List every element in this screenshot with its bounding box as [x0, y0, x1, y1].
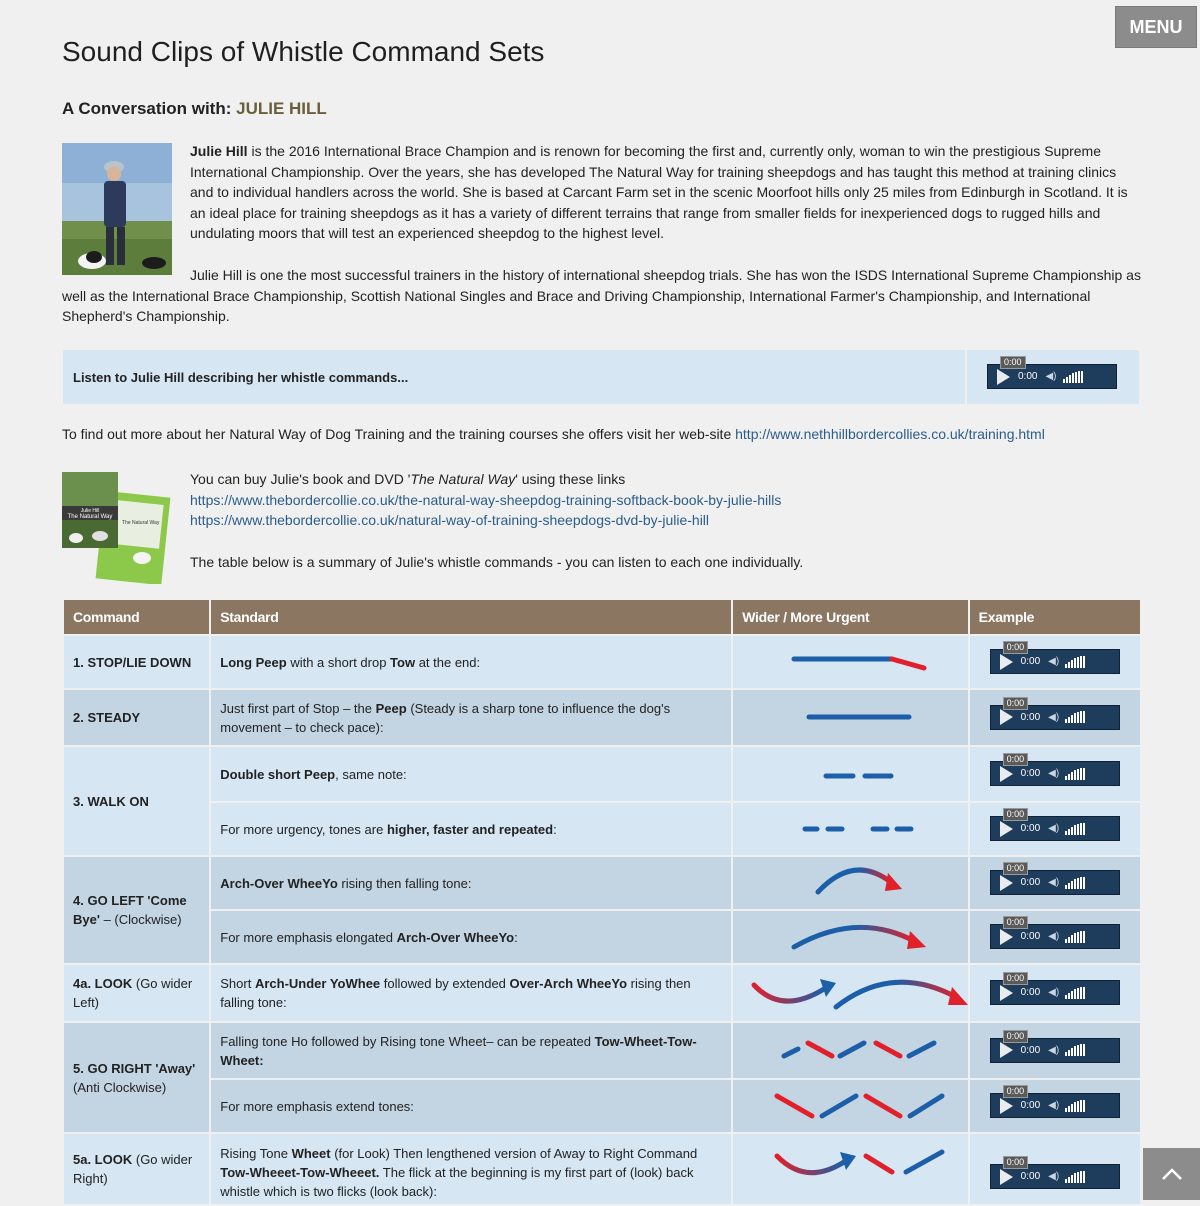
play-icon[interactable] — [1000, 709, 1013, 725]
example-cell — [970, 911, 1140, 963]
volume-slider[interactable] — [1065, 987, 1085, 999]
volume-slider[interactable] — [1065, 656, 1085, 668]
standard-cell — [211, 1023, 731, 1078]
play-icon[interactable] — [1000, 1098, 1013, 1114]
time-tooltip: 0:00 — [1003, 1156, 1029, 1169]
audio-player[interactable] — [990, 642, 1120, 674]
standard-text: Falling tone Ho followed by Rising tone Wheet– can be repeated — [220, 1033, 595, 1049]
whistle-diagram — [733, 911, 967, 963]
book-dvd-image — [62, 472, 172, 584]
play-icon[interactable] — [1000, 821, 1013, 837]
standard-text: (for Look) Then lengthened version of Away to Right Command — [330, 1146, 698, 1161]
command-cell — [64, 1023, 209, 1132]
page-title: Sound Clips of Whistle Command Sets — [62, 36, 545, 67]
whistle-diagram — [733, 1080, 967, 1132]
table-header-row — [64, 600, 1140, 634]
standard-text: The flick at the beginning is my first part of (look) back whistle which is two flicks (look back): — [220, 1165, 694, 1199]
standard-text: For more emphasis extend tones: — [220, 1098, 414, 1114]
buy-title: The Natural Way — [410, 471, 516, 487]
table-row — [64, 857, 1140, 909]
time-display: 0:00 — [1020, 1100, 1041, 1111]
command-name: 3. WALK ON — [73, 793, 149, 809]
time-display: 0:00 — [1018, 371, 1038, 382]
audio-player[interactable] — [990, 917, 1120, 949]
command-cell — [64, 965, 209, 1021]
listen-intro-player-cell — [967, 350, 1139, 404]
standard-bold-text: Peep — [375, 700, 407, 716]
conversation-heading — [62, 99, 327, 119]
time-display: 0:00 — [1020, 1044, 1041, 1056]
standard-bold-text: Long Peep — [220, 654, 287, 670]
play-icon[interactable] — [1000, 985, 1013, 1001]
play-icon[interactable] — [1000, 929, 1013, 945]
header-command: Command — [64, 600, 209, 634]
time-display: 0:00 — [1020, 931, 1041, 942]
play-icon[interactable] — [1000, 1169, 1013, 1185]
time-tooltip: 0:00 — [1003, 808, 1029, 821]
audio-player[interactable] — [990, 863, 1120, 895]
standard-bold-text: Tow-Wheeet-Tow-Wheeet. — [220, 1165, 380, 1180]
standard-bold-text: Wheet — [291, 1146, 331, 1161]
book-front-cover-title: The Natural Way — [67, 514, 113, 520]
whistle-diagram — [733, 1134, 967, 1204]
table-summary-text: The table below is a summary of Julie's whistle commands - you can listen to each one individually. — [190, 554, 804, 570]
buy-suffix: ' using these links — [515, 471, 626, 487]
header-standard: Standard — [211, 600, 731, 634]
audio-player[interactable] — [990, 697, 1120, 730]
time-tooltip: 0:00 — [1000, 356, 1026, 369]
command-note: (Go wider Left) — [73, 976, 193, 1010]
table-row — [64, 803, 1140, 855]
listen-intro-text: Listen to Julie Hill describing her whistle commands... — [63, 350, 965, 404]
whistle-diagram — [733, 690, 967, 745]
time-tooltip: 0:00 — [1003, 972, 1029, 985]
book-back-cover-title: The Natural Way — [122, 520, 160, 526]
standard-text: , same note: — [335, 766, 407, 782]
command-cell — [64, 636, 209, 688]
speaker-icon[interactable]: ◀) — [1048, 877, 1060, 888]
example-cell — [970, 857, 1140, 909]
listen-intro-row — [63, 350, 1139, 404]
whistle-diagram — [733, 965, 967, 1021]
standard-bold-text: Arch-Over WheeYo — [220, 875, 338, 891]
speaker-icon[interactable]: ◀) — [1048, 1171, 1060, 1182]
bio-paragraph-2: Julie Hill is one the most successful trainers in the history of international sheepdog trials. She has won the ISDS International Supreme Championship as well as the International Brace Championship, Scottish National Singles and Brace and Driving Championship, International Farmer's Championship, and International Shepherd's Championship. — [62, 267, 1141, 324]
standard-cell — [211, 747, 731, 801]
table-row — [64, 690, 1140, 745]
speaker-icon[interactable]: ◀) — [1048, 768, 1060, 779]
table-row — [64, 1023, 1140, 1078]
table-row — [64, 636, 1140, 688]
book-link[interactable]: https://www.thebordercollie.co.uk/the-natural-way-sheepdog-training-softback-book-by-julie-hills — [190, 491, 782, 508]
buy-prefix: You can buy Julie's book and DVD ' — [190, 471, 411, 487]
find-out-more — [62, 426, 1045, 442]
command-note: (Anti Clockwise) — [73, 1079, 167, 1095]
buy-links-block — [190, 469, 781, 531]
time-display: 0:00 — [1020, 656, 1041, 667]
audio-player[interactable] — [990, 1157, 1120, 1189]
time-tooltip: 0:00 — [1003, 916, 1029, 929]
bio-paragraph-1 — [190, 141, 1140, 244]
command-cell — [64, 690, 209, 745]
standard-cell — [211, 965, 731, 1021]
standard-cell — [211, 857, 731, 909]
julie-hill-photo — [62, 143, 172, 275]
menu-button[interactable]: MENU — [1115, 6, 1197, 48]
speaker-icon[interactable]: ◀) — [1048, 1044, 1060, 1056]
volume-slider[interactable] — [1065, 711, 1085, 723]
example-cell — [970, 1134, 1140, 1204]
example-cell — [970, 965, 1140, 1021]
bio-text-1: is the 2016 International Brace Champion and is renown for becoming the first and, currently only, woman to win the prestigious Supreme International Championship. Over the years, she has developed The Natural Way for training sheepdogs and has taught this method at training clinics and to individual handlers across the world. She is based at Carcant Farm set in the scenic Moorfoot hills only 25 miles from Edinburgh in Scotland. It is an ideal place for training sheepdogs as it has a variety of different terrains that range from smaller fields for inexperienced dogs to rugged hills and undulating moors that will test an experienced sheepdog to the highest level. — [190, 143, 1128, 241]
example-cell — [970, 747, 1140, 801]
standard-text: Short — [220, 976, 255, 991]
conversation-prefix: A Conversation with: — [62, 99, 237, 118]
standard-text: at the end: — [415, 654, 481, 670]
buy-intro — [190, 469, 781, 490]
volume-slider[interactable] — [1063, 371, 1083, 383]
speaker-icon[interactable]: ◀) — [1048, 656, 1060, 667]
standard-cell — [211, 911, 731, 963]
whistle-diagram — [733, 636, 967, 688]
chevron-up-icon — [1161, 1167, 1183, 1181]
scroll-to-top-button[interactable] — [1143, 1148, 1200, 1200]
time-display: 0:00 — [1020, 987, 1041, 998]
example-cell — [970, 803, 1140, 855]
standard-bold-text: Arch-Over WheeYo — [396, 929, 515, 945]
standard-text: rising then falling tone: — [337, 875, 472, 891]
audio-player[interactable] — [990, 1030, 1120, 1063]
standard-text: Just first part of Stop – the — [220, 700, 376, 716]
volume-slider[interactable] — [1065, 931, 1085, 943]
command-note: (Go wider Right) — [73, 1152, 193, 1186]
standard-bold-text: Tow — [390, 654, 416, 670]
speaker-icon[interactable]: ◀) — [1048, 711, 1060, 723]
whistle-diagram — [733, 747, 967, 801]
play-icon[interactable] — [1000, 875, 1013, 891]
standard-bold-text: higher, faster and repeated — [386, 821, 554, 837]
audio-player[interactable] — [990, 1086, 1120, 1118]
standard-cell — [211, 1080, 731, 1132]
command-note: – (Clockwise) — [99, 912, 182, 927]
play-icon[interactable] — [1000, 766, 1013, 782]
header-example: Example — [970, 600, 1140, 634]
play-icon[interactable] — [1000, 1042, 1013, 1058]
standard-bold-text: Arch-Under YoWhee — [254, 976, 381, 991]
time-tooltip: 0:00 — [1003, 697, 1029, 710]
standard-text: : — [553, 821, 557, 837]
standard-cell — [211, 803, 731, 855]
command-name: 4. GO LEFT 'Come Bye' — [73, 893, 187, 927]
volume-slider[interactable] — [1065, 823, 1085, 835]
find-out-text: To find out more about her Natural Way of Dog Training and the training courses she offers visit her web-site — [62, 426, 736, 442]
whistle-commands-table — [62, 598, 1142, 1206]
command-name: 1. STOP/LIE DOWN — [73, 654, 192, 670]
volume-slider[interactable] — [1065, 1100, 1085, 1112]
dvd-link[interactable]: https://www.thebordercollie.co.uk/natural-way-of-training-sheepdogs-dvd-by-julie-hill — [190, 512, 710, 528]
command-name: 5. GO RIGHT 'Away' — [73, 1060, 196, 1076]
audio-player[interactable] — [990, 754, 1120, 786]
play-icon[interactable] — [1000, 654, 1013, 670]
standard-text: For more urgency, tones are — [220, 821, 387, 837]
bio-name: Julie Hill — [190, 143, 248, 159]
time-display: 0:00 — [1020, 877, 1041, 888]
standard-text: Rising Tone — [220, 1146, 292, 1161]
example-cell — [970, 690, 1140, 745]
standard-bold-text: Over-Arch WheeYo — [509, 976, 628, 991]
header-wider: Wider / More Urgent — [733, 600, 967, 634]
volume-slider[interactable] — [1065, 768, 1085, 780]
speaker-icon[interactable]: ◀) — [1045, 371, 1057, 382]
example-cell — [970, 1080, 1140, 1132]
whistle-diagram — [733, 803, 967, 855]
whistle-diagram — [733, 1023, 967, 1078]
time-display: 0:00 — [1020, 768, 1041, 779]
time-tooltip: 0:00 — [1003, 1030, 1029, 1043]
command-cell — [64, 1134, 209, 1204]
audio-player[interactable] — [987, 357, 1117, 389]
standard-text: (Steady is a sharp tone to influence the dog's movement – to check pace): — [220, 700, 671, 735]
time-tooltip: 0:00 — [1003, 1085, 1029, 1098]
example-cell — [970, 636, 1140, 688]
standard-bold-text: Double short Peep — [220, 766, 336, 782]
command-cell — [64, 747, 209, 855]
standard-cell — [211, 1134, 731, 1204]
time-display: 0:00 — [1020, 711, 1041, 723]
audio-player[interactable] — [990, 973, 1120, 1005]
standard-text: with a short drop — [286, 654, 391, 670]
table-row — [64, 1134, 1140, 1204]
training-website-link[interactable]: http://www.nethhillbordercollies.co.uk/training.html — [735, 426, 1045, 442]
standard-cell — [211, 690, 731, 745]
time-tooltip: 0:00 — [1003, 862, 1029, 875]
table-row — [64, 1080, 1140, 1132]
interviewee-name: JULIE HILL — [236, 99, 327, 118]
standard-cell — [211, 636, 731, 688]
example-cell — [970, 1023, 1140, 1078]
speaker-icon[interactable]: ◀) — [1048, 931, 1060, 942]
speaker-icon[interactable]: ◀) — [1048, 823, 1060, 834]
table-row — [64, 965, 1140, 1021]
command-cell — [64, 857, 209, 963]
time-display: 0:00 — [1020, 1171, 1041, 1182]
book-front-cover-author: Julie Hill — [80, 508, 100, 514]
time-display: 0:00 — [1020, 823, 1041, 834]
play-icon[interactable] — [997, 369, 1010, 385]
time-tooltip: 0:00 — [1003, 641, 1029, 654]
standard-text: For more emphasis elongated — [220, 929, 397, 945]
standard-text: followed by extended — [380, 976, 510, 991]
table-row — [64, 747, 1140, 801]
volume-slider[interactable] — [1065, 1171, 1085, 1183]
time-tooltip: 0:00 — [1003, 753, 1029, 766]
command-name: 2. STEADY — [73, 710, 141, 725]
speaker-icon[interactable]: ◀) — [1048, 987, 1060, 998]
standard-text: : — [514, 929, 518, 945]
standard-bold-text: Tow-Wheet-Tow-Wheet: — [220, 1033, 697, 1068]
audio-player[interactable] — [990, 809, 1120, 841]
command-name: 4a. LOOK — [73, 976, 133, 991]
volume-slider[interactable] — [1065, 877, 1085, 889]
volume-slider[interactable] — [1065, 1044, 1085, 1056]
table-row — [64, 911, 1140, 963]
standard-text: rising then falling tone: — [220, 976, 691, 1010]
speaker-icon[interactable]: ◀) — [1048, 1100, 1060, 1111]
command-name: 5a. LOOK — [73, 1152, 133, 1167]
whistle-diagram — [733, 857, 967, 909]
